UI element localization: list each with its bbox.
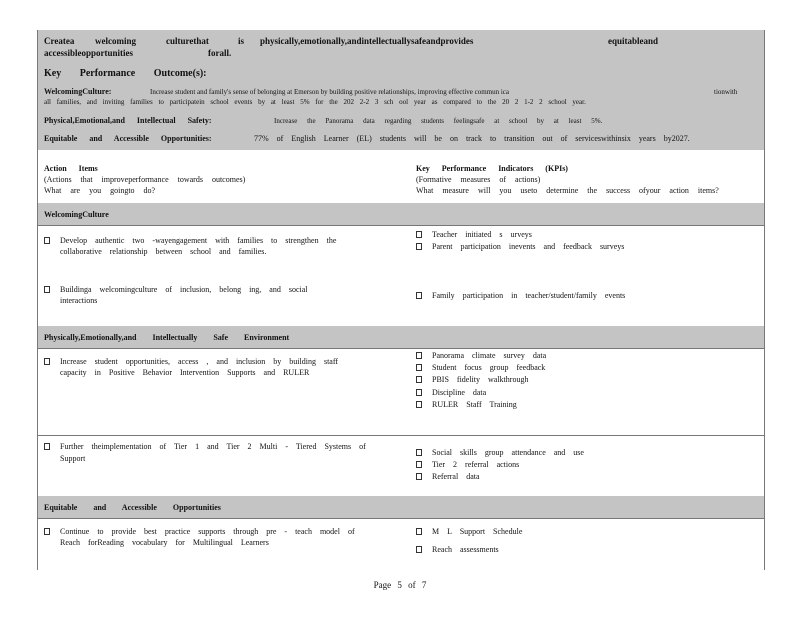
goal-line2-a: accessibleopportunities bbox=[44, 48, 133, 58]
bullet-icon bbox=[44, 358, 50, 365]
action-items-subtitle: (Actions that improveperformance towards outcomes) bbox=[44, 175, 246, 184]
bullet-icon bbox=[416, 376, 422, 383]
bullet-icon bbox=[416, 389, 422, 396]
welcoming-kpi-1a: Teacher initiated s urveys bbox=[416, 230, 532, 239]
equity-action-1-cont: Reach forReading vocabulary for Multilingual Learners bbox=[60, 538, 269, 547]
divider bbox=[38, 225, 764, 226]
kpo-label: Key Performance Outcome(s): bbox=[44, 68, 207, 79]
divider bbox=[38, 518, 764, 519]
bullet-icon bbox=[416, 546, 422, 553]
equity-kpi-1a: M L Support Schedule bbox=[416, 527, 522, 536]
equity-label: Equitable and Accessible Opportunities: bbox=[44, 134, 212, 143]
safety-action-1: Increase student opportunities, access , and inclusion by building staff bbox=[44, 357, 338, 366]
bullet-icon bbox=[416, 401, 422, 408]
goal-line1-d: is bbox=[238, 36, 245, 46]
action-items-title: Action Items bbox=[44, 164, 98, 173]
goal-line1-f: equitableand bbox=[608, 36, 659, 46]
goal-line1-c: culturethat bbox=[166, 36, 209, 46]
bullet-icon bbox=[416, 292, 422, 299]
welcoming-action-1-cont: collaborative relationship between school and families. bbox=[60, 247, 267, 256]
safety-kpi-item: Student focus group feedback bbox=[416, 363, 545, 372]
safety-kpi-item: Referral data bbox=[416, 472, 480, 481]
goal-line2-b: forall. bbox=[208, 48, 232, 58]
bullet-icon bbox=[416, 528, 422, 535]
equity-section-title: Equitable and Accessible Opportunities bbox=[44, 503, 221, 512]
kpi-title: Key Performance Indicators (KPIs) bbox=[416, 164, 568, 173]
kpi-question: What measure will you useto determine the success ofyour action items? bbox=[416, 186, 719, 195]
safety-text: Increase the Panorama data regarding students feelingsafe at school by at least 5%. bbox=[274, 117, 603, 125]
bullet-icon bbox=[416, 473, 422, 480]
welcoming-action-1: Develop authentic two -wayengagement with families to strengthen the bbox=[44, 236, 336, 245]
safety-kpi-item: Social skills group attendance and use bbox=[416, 448, 584, 457]
welcoming-text-line1-end: tionwith bbox=[714, 88, 738, 96]
divider bbox=[38, 348, 764, 349]
equity-text: 77% of English Learner (EL) students will be on track to transition out of serviceswithinsix years by2027. bbox=[254, 134, 690, 143]
bullet-icon bbox=[44, 237, 50, 244]
kpi-subtitle: (Formative measures of actions) bbox=[416, 175, 541, 184]
safety-kpi-item: Discipline data bbox=[416, 388, 486, 397]
safety-kpi-item: Tier 2 referral actions bbox=[416, 460, 519, 469]
welcoming-action-2: Buildinga welcomingculture of inclusion, belong ing, and social bbox=[44, 285, 308, 294]
safety-section-title: Physically,Emotionally,and Intellectually Safe Environment bbox=[44, 333, 290, 342]
bullet-icon bbox=[416, 449, 422, 456]
welcoming-label: WelcomingCulture: bbox=[44, 87, 112, 96]
plan-document bbox=[37, 30, 765, 570]
safety-kpi-item: RULER Staff Training bbox=[416, 400, 517, 409]
divider bbox=[38, 435, 764, 436]
bullet-icon bbox=[44, 443, 50, 450]
welcoming-section-header bbox=[38, 203, 764, 225]
safety-kpi-item: Panorama climate survey data bbox=[416, 351, 546, 360]
welcoming-text-line1: Increase student and family's sense of belonging at Emerson by building positive relationships, improving effective commun ica bbox=[150, 88, 510, 96]
goal-line1-a: Createa bbox=[44, 36, 75, 46]
welcoming-action-2-cont: interactions bbox=[60, 296, 98, 305]
equity-kpi-1b: Reach assessments bbox=[416, 545, 499, 554]
welcoming-kpi-2a: Family participation in teacher/student/family events bbox=[416, 291, 625, 300]
goal-line1-e: physically,emotionally,andintellectuallysafeandprovides bbox=[260, 36, 474, 46]
bullet-icon bbox=[416, 352, 422, 359]
welcoming-section-title: WelcomingCulture bbox=[44, 210, 109, 219]
safety-kpi-item: PBIS fidelity walkthrough bbox=[416, 375, 528, 384]
safety-action-2: Further theimplementation of Tier 1 and Tier 2 Multi - Tiered Systems of bbox=[44, 442, 366, 451]
safety-action-1-cont: capacity in Positive Behavior Intervention Supports and RULER bbox=[60, 368, 310, 377]
bullet-icon bbox=[416, 364, 422, 371]
safety-action-2-cont: Support bbox=[60, 454, 86, 463]
bullet-icon bbox=[416, 231, 422, 238]
welcoming-text-line2: all families, and inviting families to participatein school events by at least 5% for the 202 2-2 3 sch ool year as compared to the 20 2 1-2 2 school year. bbox=[44, 98, 586, 106]
safety-label: Physical,Emotional,and Intellectual Safety: bbox=[44, 116, 212, 125]
welcoming-kpi-1b: Parent participation inevents and feedback surveys bbox=[416, 242, 624, 251]
bullet-icon bbox=[44, 286, 50, 293]
goal-line1-b: welcoming bbox=[95, 36, 136, 46]
equity-action-1: Continue to provide best practice supports through pre - teach model of bbox=[44, 527, 355, 536]
bullet-icon bbox=[44, 528, 50, 535]
bullet-icon bbox=[416, 461, 422, 468]
page-number: Page 5 of 7 bbox=[373, 580, 427, 590]
bullet-icon bbox=[416, 243, 422, 250]
action-items-question: What are you goingto do? bbox=[44, 186, 156, 195]
